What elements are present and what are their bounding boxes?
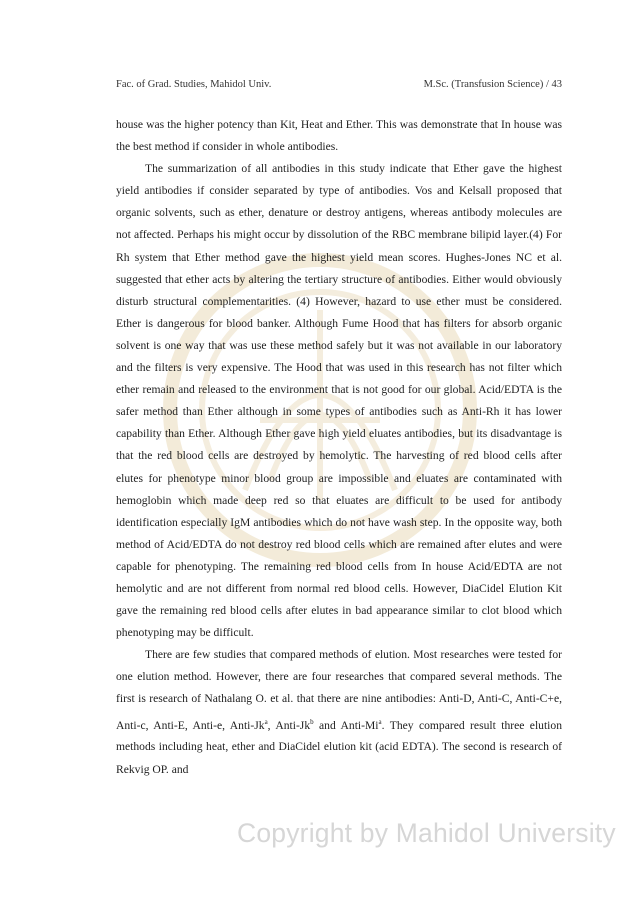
paragraph-3-part-a: There are few studies that compared methods of elution. Most researches were tested for one elution method. However, there are four researches that compared several methods. The first is research of Nathalang O. et al. that there are nine antibodies: Anti-D, Anti-C, Anti-C+e, Anti-c, Anti-E, Anti-e, Anti-Jk <box>116 648 562 732</box>
paragraph-2: The summarization of all antibodies in this study indicate that Ether gave the highest yield antibodies if consider separated by type of antibodies. Vos and Kelsall proposed that organic solvents, such as ether, denature or destroy antigens, whereas antibody molecules are not affected. Perhaps his might occur by dissolution of the RBC membrane bilipid layer.(4) For Rh system that Ether method gave the highest yield mean scores. Hughes-Jones NC et al. suggested that ether acts by altering the tertiary structure of antibodies. Either would obviously disturb structural complementarities. (4) However, hazard to use ether must be considered. Ether is dangerous for blood banker. Although Fume Hood that has filters for absorb organic solvent is one way that was use these method safely but it was not available in our laboratory and the filters is very expensive. The Hood that was used in this research has not filter which ether remain and released to the environment that is not good for our global. Acid/EDTA is the safer method than Ether although in some types of antibodies such as Anti-Rh it has lower capability than Ether. Although Ether gave high yield eluates antibodies, but its disadvantage is that the red blood cells are destroyed by hemolytic. The harvesting of red blood cells after elutes for phenotype minor blood group are impossible and eluates are contaminated with hemoglobin which made deep red so that eluates are difficult to be used for antibody identification especially IgM antibodies which do not have wash step. In the opposite way, both method of Acid/EDTA do not destroy red blood cells which are remained after elutes and were capable for phenotyping. The remaining red blood cells from In house Acid/EDTA are not hemolytic and are not different from normal red blood cells. However, DiaCidel Elution Kit gave the remaining red blood cells after elutes in bad appearance similar to clot blood which phenotyping may be difficult. <box>116 162 562 640</box>
paragraph-1: house was the higher potency than Kit, Heat and Ether. This was demonstrate that In house was the best method if consider in whole antibodies. <box>116 118 562 154</box>
paragraph-3-part-d: . They compared result three elution methods including heat, ether and DiaCidel elution kit (acid EDTA). The second is research of Rekvig OP. and <box>116 718 562 776</box>
paragraph-3-part-c: and Anti-Mi <box>313 718 379 732</box>
paragraph-3 <box>116 644 562 780</box>
header-institution: Fac. of Grad. Studies, Mahidol Univ. <box>116 79 272 90</box>
copyright-watermark: Copyright by Mahidol University <box>237 818 616 848</box>
superscript-b: b <box>310 717 314 726</box>
header-program-page: M.Sc. (Transfusion Science) / 43 <box>423 79 562 90</box>
superscript-c: a <box>378 717 382 726</box>
superscript-a: a <box>264 717 268 726</box>
paragraph-3-part-b: , Anti-Jk <box>267 718 311 732</box>
body-text <box>116 114 562 781</box>
